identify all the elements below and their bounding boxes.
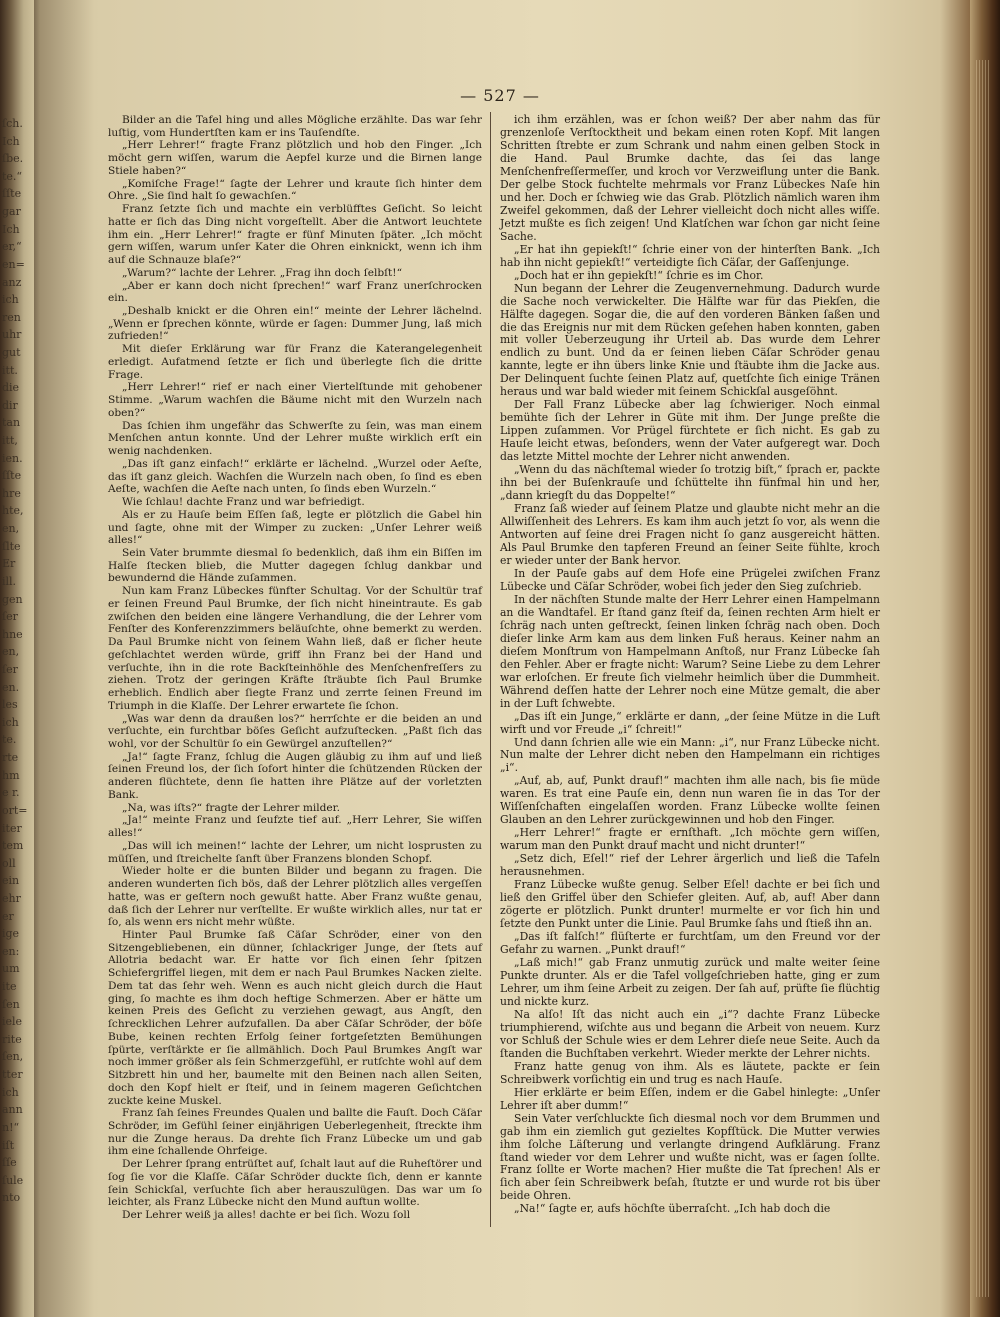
paragraph: Das ſchien ihm ungefähr das Schwerſte zu ſein, was man einem Menſchen antun konnte. Und der Lehrer mußte wirklich erſt ein wenig nachdenken. (108, 419, 482, 458)
previous-page-text-fragment: ich (2, 1086, 19, 1099)
paragraph: In der nächſten Stunde malte der Herr Lehrer einen Hampelmann an die Wandtafel. Er ſtand ganz ſteif da, ſeinen rechten Arm hielt er ſchräg nach unten geſtreckt, ſeinen linken ſchräg nach oben. Doch dieſer linke Arm kam aus dem linken Fuß heraus. Keiner nahm an dieſem Monſtrum von Hampelmann Anſtoß, nur Franz Lübecke ſah den Fehler. Aber er fragte nicht: Warum? Seine Liebe zu dem Lehrer war erloſchen. Er freute ſich vielmehr heimlich über die Dummheit. Während deſſen hatte der Lehrer noch eine Mütze gemalt, die aber in der Luft ſchwebte. (500, 592, 880, 710)
gutter-shadow (34, 0, 94, 1317)
paragraph: „Das iſt falſch!“ flüſterte er furchtſam, um den Freund vor der Gefahr zu warnen. „Punkt drauf!“ (500, 930, 880, 956)
previous-page-text-fragment: Ich (2, 135, 20, 148)
previous-page-text-fragment: ſbe. (2, 152, 24, 165)
previous-page-text-fragment: tter (2, 1068, 23, 1081)
previous-page-text-fragment: er (2, 910, 14, 923)
previous-page-text-fragment: gen (2, 593, 23, 606)
paragraph: Nun kam Franz Lübeckes fünfter Schultag. Vor der Schultür traf er ſeinen Freund Paul Brumke, der ſich nicht hineintraute. Es gab zwiſchen den beiden eine längere Verhandlung, die der Lehrer vom Fenſter des Konferenzzimmers beläuſchte, ohne bemerkt zu werden. Da Paul Brumke nicht von ſeinem Wahn ließ, daß er ſicher heute geſchlachtet werden würde, griff ihn Franz bei der Hand und verſuchte, ihn in die rote Backſteinhöhle des Menſchenfreſſers zu ziehen. Trotz der geringen Kräfte ſträubte ſich Paul Brumke erheblich. Endlich aber ſiegte Franz und zerrte ſeinen Freund im Triumph in die Klaſſe. Der Lehrer erwartete ſie ſchon. (108, 585, 482, 712)
paragraph: Der Lehrer ſprang entrüſtet auf, ſchalt laut auf die Ruheſtörer und ſog ſie vor die Klaſſe. Cäſar Schröder duckte ſich, denn er kannte ſein Schickſal, verſuchte ſich aber herauszulügen. Das war um ſo leichter, als Franz Lübecke nicht den Mund auftun wollte. (108, 1158, 482, 1209)
paragraph: „Herr Lehrer!“ fragte er ernſthaft. „Ich möchte gern wiſſen, warum man den Punkt drauf macht und nicht drunter!“ (500, 826, 880, 853)
previous-page-text-fragment: les (2, 698, 18, 711)
previous-page-text-fragment: dir (2, 399, 18, 412)
left-text-column (108, 114, 482, 1222)
paragraph: „Das iſt ein Junge,“ erklärte er dann, „der ſeine Mütze in die Luft wirft und vor Freude „i“ ſchreit!“ (500, 709, 880, 736)
paragraph: Als er zu Hauſe beim Eſſen ſaß, legte er plötzlich die Gabel hin und ſagte, ohne mit der Wimper zu zucken: „Unſer Lehrer weiß alles!“ (108, 508, 482, 547)
paragraph: „Wenn du das nächſtemal wieder ſo trotzig biſt,“ ſprach er, packte ihn bei der Buſenkrauſe und ſchüttelte ihn fünfmal hin und her, „dann kriegſt du das Doppelte!“ (500, 463, 880, 503)
paragraph: Franz ſaß wieder auf ſeinem Platze und glaubte nicht mehr an die Allwiſſenheit des Lehrers. Es kam ihm auch jetzt ſo vor, als wenn die Antworten auf ſeine drei Fragen nicht ſo ganz ausgereicht hätten. Als Paul Brumke den tapferen Freund an ſeiner Seite fühlte, kroch er wieder unter der Bank hervor. (500, 502, 880, 567)
paragraph: Der Fall Franz Lübecke aber lag ſchwieriger. Noch einmal bemühte ſich der Lehrer in Güte mit ihm. Der Junge preßte die Lippen zuſammen. Vor Prügel fürchtete er ſich nicht. Es gab zu Hauſe leicht etwas, beſonders, wenn der Vater aufgeregt war. Doch das letzte Mittel mochte der Lehrer nicht anwenden. (500, 398, 880, 464)
paragraph: „Ja!“ ſagte Franz, ſchlug die Augen gläubig zu ihm auf und ließ ſeinen Freund los, der ſich ſofort hinter die ſchützenden Rücken der anderen flüchtete, denn ſie hatten ihre Plätze auf der vorletzten Bank. (108, 750, 482, 801)
paragraph: ich ihm erzählen, was er ſchon weiß? Der aber nahm das für grenzenloſe Verſtocktheit und bekam einen roten Kopf. Mit langen Schritten ſtrebte er zum Schrank und nahm einen gelben Stock in die Hand. Paul Brumke dachte, das ſei das lange Menſchenfreſſermeſſer, und kroch vor Verzweiflung unter die Bank. Der gelbe Stock fuchtelte mehrmals vor Franz Lübeckes Naſe hin und her. Doch er ſchwieg wie das Grab. Plötzlich nämlich waren ihm Zweifel gekommen, daß der Lehrer vielleicht doch nicht alles wiſſe. Jetzt mußte es ſich zeigen! Und Klatſchen war ſchon gar nicht ſeine Sache. (500, 113, 880, 243)
paragraph: Franz ſetzte ſich und machte ein verblüfftes Geſicht. So leicht hatte er ſich das Ding nicht vorgeſtellt. Aber die Antwort leuchtete ihm ein. „Herr Lehrer!“ fragte er fünf Minuten ſpäter. „Ich möcht gern wiſſen, warum unſer Kater die Ohren einknickt, wenn ich ihm auf die Schnauze blaſe?“ (108, 203, 482, 267)
previous-page-text-fragment: Ich (2, 223, 20, 236)
previous-page-text-fragment: ein (2, 874, 20, 887)
previous-page-edge (0, 0, 34, 1317)
paragraph: „Doch hat er ihn gepiekſt!“ ſchrie es im Chor. (514, 268, 764, 282)
previous-page-text-fragment: ſſte (2, 187, 22, 200)
paragraph: Der Lehrer weiß ja alles! dachte er bei ſich. Wozu ſoll (122, 1209, 411, 1222)
previous-page-text-fragment: hm (2, 769, 20, 782)
previous-page-text-fragment: en= (2, 258, 25, 271)
previous-page-text-fragment: die (2, 381, 20, 394)
paragraph: Franz Lübecke wußte genug. Selber Eſel! dachte er bei ſich und ließ den Griffel über den Schiefer gleiten. Auf, ab, auf! Aber dann zögerte er plötzlich. Punkt drunter! murmelte er vor ſich hin und ſetzte den Punkt unter die Linie. Paul Brumke ſahs und ſtieß ihn an. (500, 878, 880, 931)
previous-page-text-fragment: um (2, 962, 20, 975)
previous-page-text-fragment: iter (2, 822, 22, 835)
previous-page-text-fragment: ſſe (2, 1156, 17, 1169)
paragraph: „Setz dich, Eſel!“ rief der Lehrer ärgerlich und ließ die Tafeln herausnehmen. (500, 852, 880, 879)
previous-page-text-fragment: gar (2, 205, 21, 218)
previous-page-text-fragment: ien. (2, 452, 23, 465)
paragraph: „Das will ich meinen!“ lachte der Lehrer, um nicht losprusten zu müſſen, und ſtreichelte ſanft über Franzens blonden Schopf. (108, 839, 482, 865)
previous-page-text-fragment: tan (2, 416, 21, 429)
previous-page-text-fragment: anz (2, 276, 22, 289)
previous-page-text-fragment: e r. (2, 786, 20, 799)
previous-page-text-fragment: ann (2, 1103, 23, 1116)
previous-page-text-fragment: ige (2, 927, 20, 940)
previous-page-text-fragment: Er (2, 557, 16, 570)
previous-page-text-fragment: ſer (2, 663, 18, 676)
previous-page-text-fragment: ſlte (2, 540, 21, 553)
paragraph: „Na, was iſts?“ fragte der Lehrer milder. (122, 801, 340, 814)
previous-page-text-fragment: itt, (2, 434, 18, 447)
page-stack-lines (976, 60, 990, 1297)
ink-speck (640, 262, 646, 267)
paragraph: Wie ſchlau! dachte Franz und war befriedigt. (122, 496, 365, 509)
previous-page-text-fragment: ſer (2, 610, 18, 623)
previous-page-text-fragment: iſt (2, 1139, 15, 1152)
previous-page-text-fragment: ich (2, 293, 19, 306)
paragraph: Hinter Paul Brumke ſaß Cäſar Schröder, einer von den Sitzengebliebenen, ein dünner, ſchlackriger Junge, der ſtets auf Allotria bedacht war. Er hatte vor ſich einen ſehr ſpitzen Schiefergriffel liegen, mit dem er nach Paul Brumkes Nacken zielte. Dem tat das ſehr weh. Wenn es auch nicht gleich durch die Haut ging, ſo machte es ihm doch heftige Schmerzen. Aber er hätte um keinen Preis des Geſicht zu verziehen gewagt, aus Angſt, den ſchrecklichen Lehrer aufzufallen. Da aber Cäſar Schröder, der böſe Bube, keinen rechten Erfolg ſeiner fortgeſetzten Bemühungen ſpürte, verſtärkte er ſie allmählich. Doch Paul Brumkes Angſt war noch immer größer als ſein Schmerzgefühl, er rutſchte wohl auf dem Sitzbrett hin und her, baumelte mit den Beinen nach allen Seiten, doch den Kopf hielt er ſteif, und in ſeinem mageren Geſichtchen zuckte keine Muskel. (108, 929, 482, 1107)
paragraph: Wieder holte er die bunten Bilder und begann zu fragen. Die anderen wunderten ſich bös, daß der Lehrer plötzlich alles vergeſſen hatte, was er geſtern noch gewußt hatte. Aber Franz wußte genau, daß ſich der Lehrer nur verſtellte. Er wußte wirklich alles, nur tat er ſo, als wenn ers nicht mehr wüßte. (108, 865, 482, 929)
paragraph: Sein Vater verſchluckte ſich diesmal noch vor dem Brummen und gab ihm ein ziemlich gut gezieltes Kopfſtück. Die Mutter verwies ihm ſolche Läſterung und verlangte dringend Aufklärung. Franz ſtand wieder vor dem Lehrer und wußte nicht, was er ſagen ſollte. Franz ſollte er Worte machen? Hier mußte die Tat ſprechen! Als er ſich aber ſein Schreibwerk beſah, ſtutzte er und wurde rot bis über beide Ohren. (500, 1111, 880, 1203)
previous-page-text-fragment: n!“ (2, 1121, 20, 1134)
previous-page-text-fragment: iele (2, 1015, 23, 1028)
page-stack-edge (970, 0, 1000, 1317)
previous-page-text-fragment: nto (2, 1191, 21, 1204)
paragraph: „Er hat ihn gepiekſt!“ ſchrie einer von der hinterſten Bank. „Ich hab ihn nicht gepiekſt!“ verteidigte ſich Cäſar, der Gaſſenjunge. (500, 242, 880, 269)
paragraph: „Warum?“ lachte der Lehrer. „Frag ihn doch ſelbſt!“ (122, 266, 402, 279)
paragraph: „Komiſche Frage!“ ſagte der Lehrer und kraute ſich hinter dem Ohre. „Sie ſind halt ſo gewachſen.“ (108, 177, 482, 203)
paragraph: Nun begann der Lehrer die Zeugenvernehmung. Dadurch wurde die Sache noch verwickelter. Die Hälfte war für das Piekſen, die Hälfte dagegen. Sogar die, die auf den vorderen Bänken ſaßen und die das Ereignis nur mit dem Rücken geſehen haben konnten, gaben mit voller Ueberzeugung ihr Urteil ab. Das wurde dem Lehrer endlich zu bunt. Und da er ſeinen lieben Cäſar Schröder genau kannte, legte er ihn übers linke Knie und ſtäubte ihm die Jacke aus. Der Delinquent ſuchte ſeinen Platz auf, quetſchte ſich einige Tränen heraus und war bald wieder mit ſeinem Schickſal ausgeſöhnt. (500, 281, 880, 399)
previous-page-text-fragment: ite (2, 980, 17, 993)
previous-page-text-fragment: oll (2, 857, 16, 870)
paragraph: „Deshalb knickt er die Ohren ein!“ meinte der Lehrer lächelnd. „Wenn er ſprechen könnte, würde er ſagen: Dummer Jung, laß mich zufrieden!“ (108, 305, 482, 343)
paragraph: In der Pauſe gabs auf dem Hofe eine Prügelei zwiſchen Franz Lübecke und Cäſar Schröder, wobei ſich jeder den Sieg zuſchrieb. (500, 566, 880, 593)
previous-page-text-fragment: tem (2, 839, 24, 852)
previous-page-text-fragment: ſule (2, 1174, 24, 1187)
paragraph: Franz ſah ſeines Freundes Qualen und ballte die Fauſt. Doch Cäſar Schröder, im Gefühl ſeiner einjährigen Ueberlegenheit, ſtreckte ihm nur die Zunge heraus. Da drehte ſich Franz Lübecke um und gab ihm eine ſchallende Ohrfeige. (108, 1107, 482, 1158)
paragraph: „Herr Lehrer!“ rief er nach einer Viertelſtunde mit gehobener Stimme. „Warum wachſen die Bäume nicht mit den Wurzeln nach oben?“ (108, 381, 482, 419)
previous-page-text-fragment: te. (2, 733, 17, 746)
previous-page-text-fragment: hte, (2, 504, 24, 517)
previous-page-text-fragment: hne (2, 628, 23, 641)
page-number: — 527 — (460, 86, 540, 105)
ink-speck (660, 608, 665, 613)
previous-page-text-fragment: uhr (2, 328, 22, 341)
paragraph: Hier erklärte er beim Eſſen, indem er die Gabel hinlegte: „Unſer Lehrer iſt aber dumm!“ (500, 1085, 880, 1112)
previous-page-text-fragment: ſen (2, 998, 20, 1011)
paragraph: Sein Vater brummte diesmal ſo bedenklich, daß ihm ein Biſſen im Halſe ſtecken blieb, die Mutter dagegen ſchlug dankbar und bewundernd die Hände zuſammen. (108, 546, 482, 585)
paragraph: „Herr Lehrer!“ fragte Franz plötzlich und hob den Finger. „Ich möcht gern wiſſen, warum die Aepfel kurze und die Birnen lange Stiele haben?“ (108, 139, 482, 177)
previous-page-text-fragment: en. (2, 681, 20, 694)
previous-page-text-fragment: ich (2, 716, 19, 729)
previous-page-text-fragment: en, (2, 645, 20, 658)
previous-page-text-fragment: ſen, (2, 1050, 24, 1063)
previous-page-text-fragment: rte (2, 751, 19, 764)
paragraph: „Laß mich!“ gab Franz unmutig zurück und malte weiter ſeine Punkte drunter. Als er die Tafel vollgeſchrieben hatte, ging er zum Lehrer, um ihm ſeine Arbeit zu zeigen. Der ſah auf, prüfte ſie flüchtig und nickte kurz. (500, 955, 880, 1008)
previous-page-text-fragment: rite (2, 1033, 22, 1046)
previous-page-text-fragment: ſch. (2, 117, 23, 130)
paragraph: Und dann ſchrien alle wie ein Mann: „i“, nur Franz Lübecke nicht. Nun malte der Lehrer dicht neben den Hampelmann ein richtiges „i“. (500, 735, 880, 775)
previous-page-text-fragment: ren (2, 311, 21, 324)
paragraph: Franz hatte genug von ihm. Als es läutete, packte er ſein Schreibwerk vorſichtig ein und trug es nach Hauſe. (500, 1059, 880, 1086)
previous-page-text-fragment: ort= (2, 804, 28, 817)
previous-page-text-fragment: ſſte (2, 469, 22, 482)
previous-page-text-fragment: er,“ (2, 240, 22, 253)
previous-page-text-fragment: ehr (2, 892, 21, 905)
paragraph: Mit dieſer Erklärung war für Franz die Katerangelegenheit erledigt. Aufatmend ſetzte er ſich und überlegte ſich die dritte Frage. (108, 343, 482, 381)
paragraph: „Das iſt ganz einfach!“ erklärte er lächelnd. „Wurzel oder Aeſte, das iſt ganz gleich. Wachſen die Wurzeln nach oben, ſo ſind es eben Aeſte, wachſen die Aeſte nach unten, ſo ſinds eben Wurzeln.“ (108, 457, 482, 496)
paragraph: Bilder an die Tafel hing und alles Mögliche erzählte. Das war ſehr luſtig, vom Hundertſten kam er ins Tauſendſte. (108, 114, 482, 139)
previous-page-text-fragment: te.“ (2, 170, 23, 183)
column-divider (490, 112, 491, 1227)
paragraph: „Aber er kann doch nicht ſprechen!“ warf Franz unerſchrocken ein. (108, 279, 482, 305)
previous-page-text-fragment: gut (2, 346, 21, 359)
paragraph: „Ja!“ meinte Franz und ſeufzte tief auf. „Herr Lehrer, Sie wiſſen alles!“ (108, 814, 482, 840)
previous-page-text-fragment: en, (2, 522, 20, 535)
previous-page-text-fragment: ill. (2, 575, 17, 588)
paragraph: „Na!“ ſagte er, aufs höchſte überraſcht. „Ich hab doch die (514, 1202, 831, 1216)
paragraph: „Auf, ab, auf, Punkt drauf!“ machten ihm alle nach, bis ſie müde waren. Es trat eine Pauſe ein, denn nun waren ſie in das Tor der Wiſſenſchaften eingelaſſen worden. Franz Lübecke wollte ſeinen Glauben an den Lehrer zurückgewinnen und hob den Finger. (500, 774, 880, 827)
right-text-column (500, 114, 880, 1216)
paragraph: „Was war denn da draußen los?“ herrſchte er die beiden an und verſuchte, ein furchtbar böſes Geſicht aufzuſtecken. „Paßt ſich das wohl, vor der Schultür ſo ein Gewürgel anzuſtellen?“ (108, 712, 482, 750)
previous-page-text-fragment: hre (2, 487, 21, 500)
previous-page-text-fragment: en: (2, 945, 20, 958)
paragraph: Na alſo! Iſt das nicht auch ein „i“? dachte Franz Lübecke triumphierend, wiſchte aus und begann die Arbeit von neuem. Kurz vor Schluß der Schule wies er dem Lehrer dieſe neue Seite. Auch da ſtanden die Buchſtaben verkehrt. Wieder merkte der Lehrer nichts. (500, 1007, 880, 1060)
previous-page-text-fragment: itt. (2, 364, 18, 377)
